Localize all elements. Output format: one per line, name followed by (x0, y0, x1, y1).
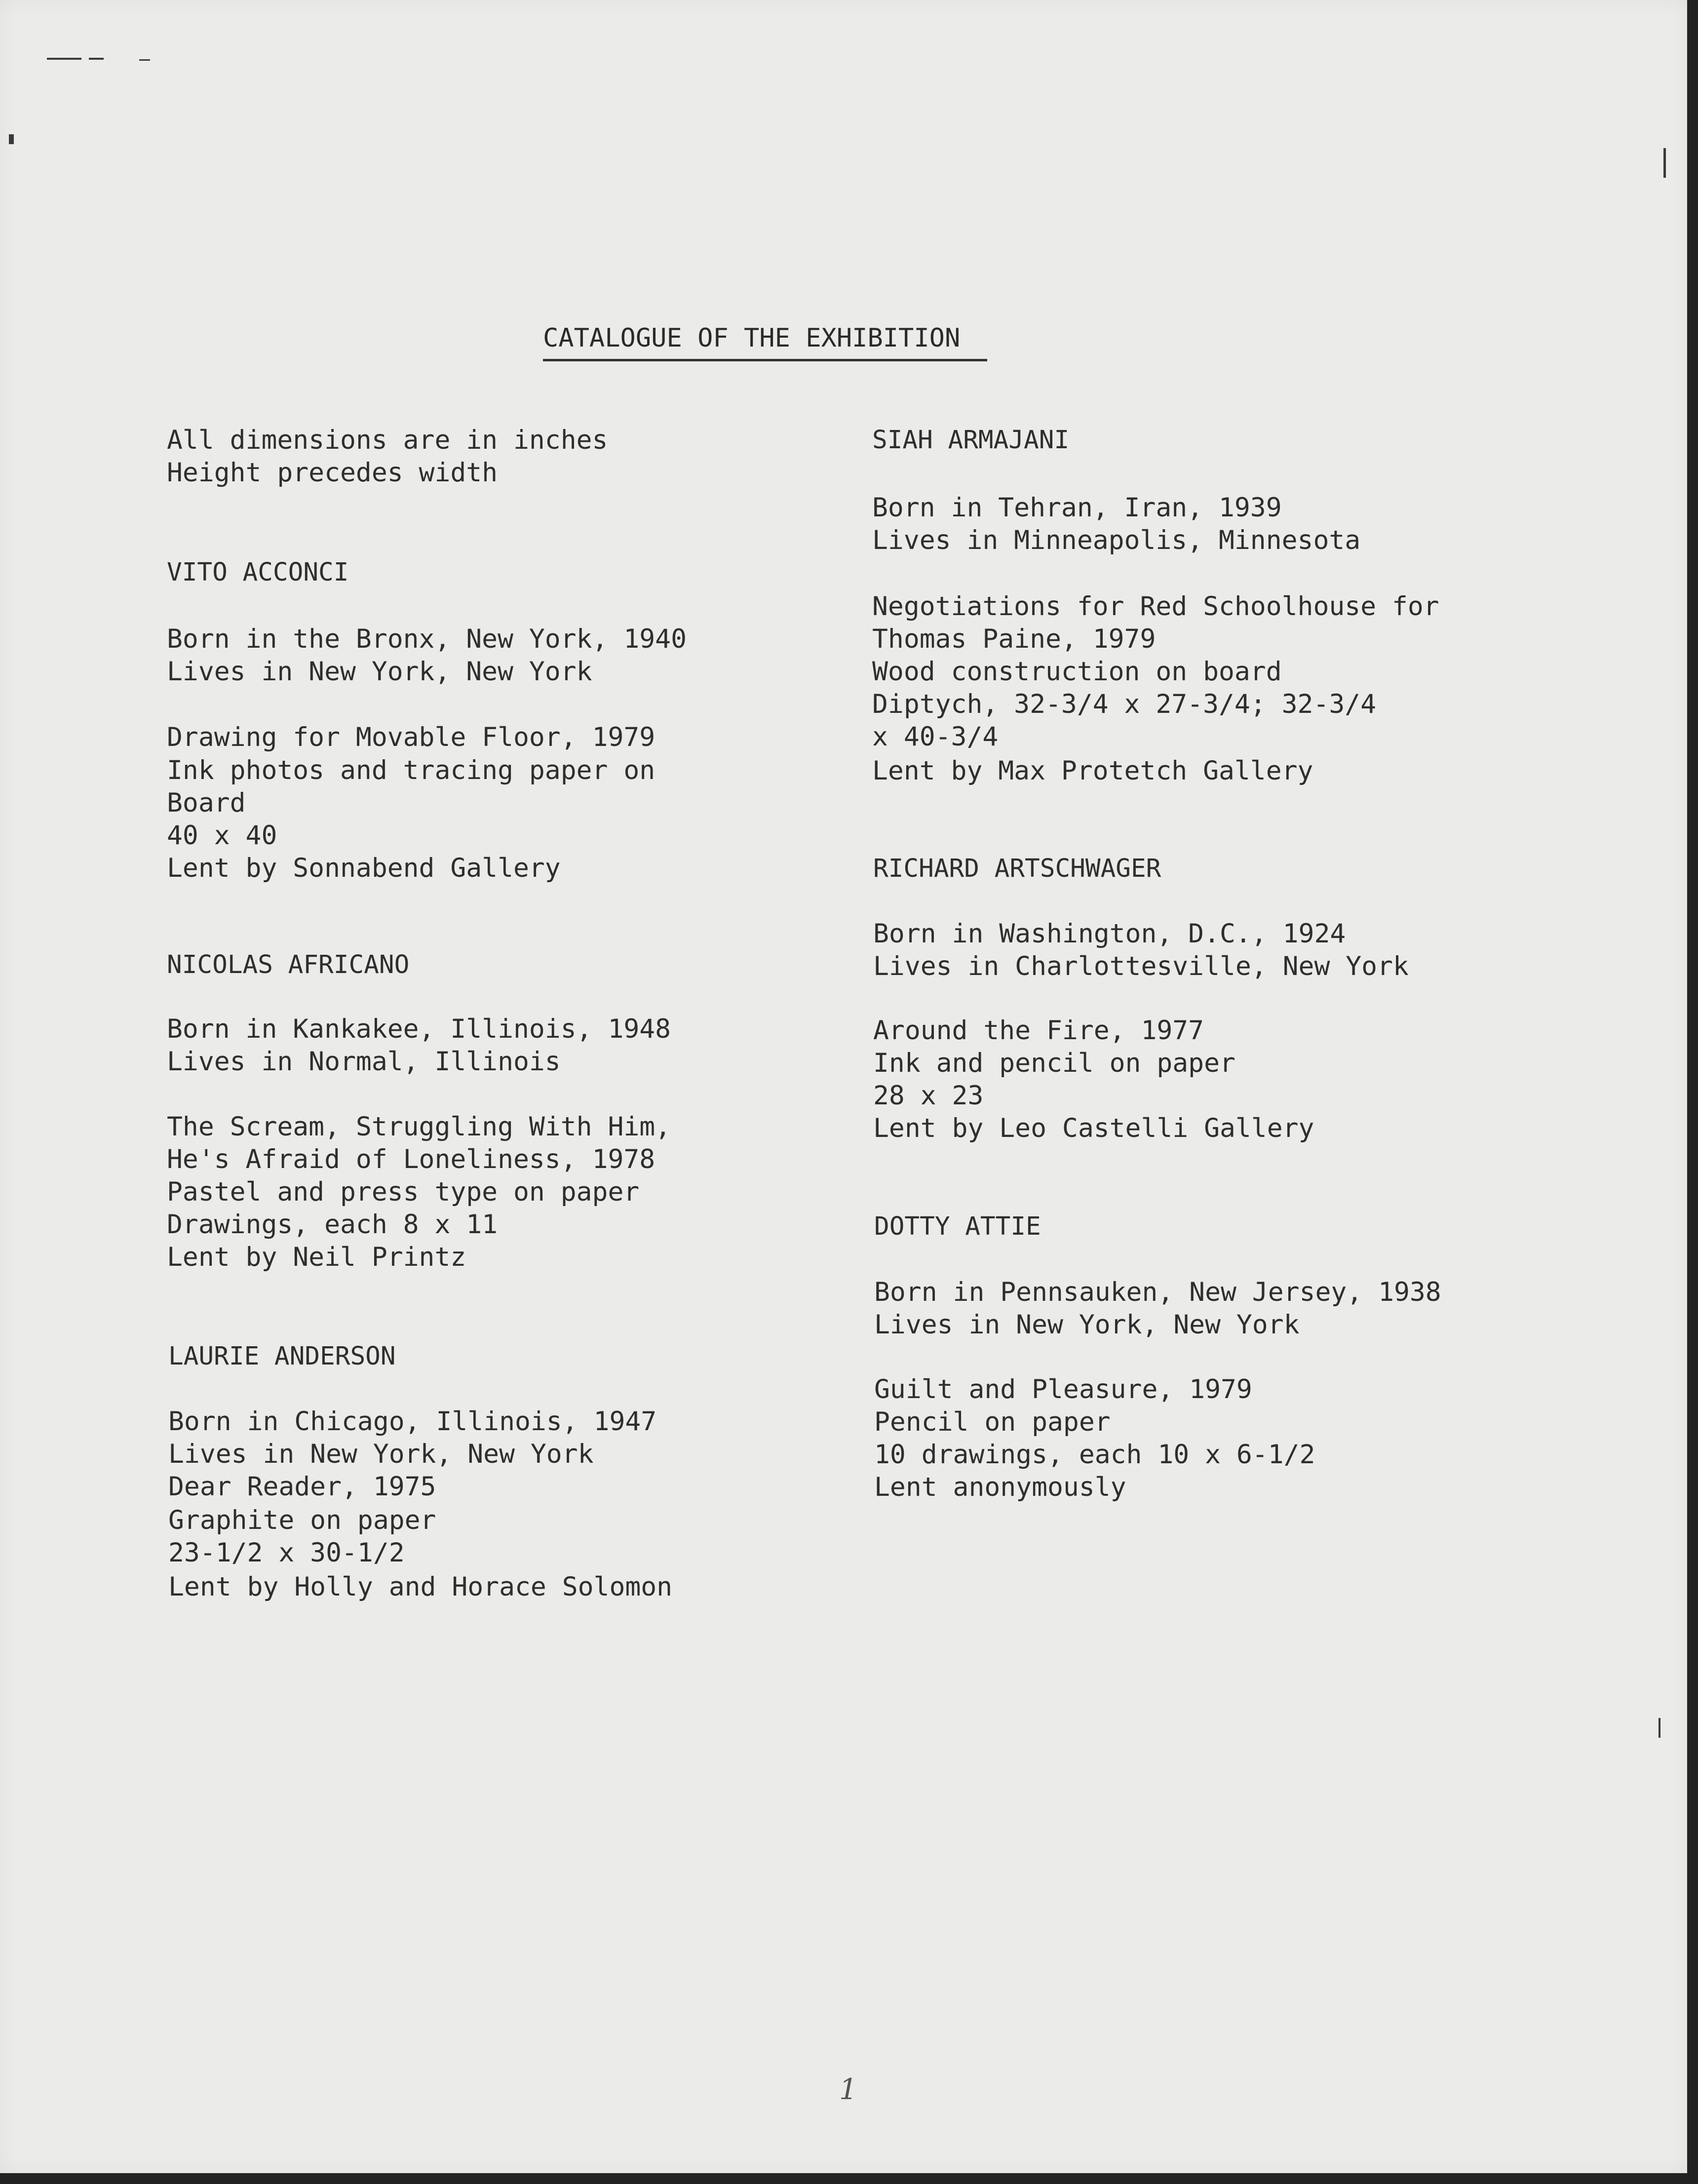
page-number: 1 (839, 2072, 857, 2106)
work-lender: Lent by Neil Printz (167, 1242, 466, 1272)
work-medium: Ink photos and tracing paper on (167, 755, 656, 785)
work-dimensions: x 40-3/4 (872, 722, 999, 752)
artist-name: DOTTY ATTIE (874, 1212, 1041, 1241)
work-title: Drawing for Movable Floor, 1979 (167, 722, 656, 752)
work-medium: Wood construction on board (872, 657, 1282, 687)
work-lender: Lent by Max Protetch Gallery (872, 756, 1313, 786)
work-dimensions: 23-1/2 x 30-1/2 (168, 1538, 405, 1568)
artist-lives: Lives in New York, New York (167, 657, 592, 687)
page-title: CATALOGUE OF THE EXHIBITION (543, 323, 961, 353)
artist-born: Born in Kankakee, Illinois, 1948 (167, 1014, 671, 1044)
scan-edge-right (1687, 0, 1698, 2184)
artist-born: Born in Chicago, Illinois, 1947 (168, 1406, 657, 1437)
title-underline (543, 359, 987, 361)
artist-name: NICOLAS AFRICANO (167, 950, 410, 979)
scan-mark (9, 134, 14, 144)
work-dimensions: 10 drawings, each 10 x 6-1/2 (874, 1440, 1315, 1470)
work-lender: Lent anonymously (874, 1472, 1126, 1502)
work-title: The Scream, Struggling With Him, (167, 1112, 671, 1142)
artist-born: Born in the Bronx, New York, 1940 (167, 624, 687, 654)
artist-name: VITO ACCONCI (167, 558, 349, 587)
work-medium: Graphite on paper (168, 1505, 436, 1535)
work-dimensions: 28 x 23 (873, 1081, 984, 1111)
work-lender: Lent by Holly and Horace Solomon (168, 1572, 673, 1602)
artist-name: LAURIE ANDERSON (168, 1342, 396, 1371)
artist-name: SIAH ARMAJANI (872, 426, 1070, 455)
artist-born: Born in Tehran, Iran, 1939 (872, 493, 1282, 523)
work-medium: Ink and pencil on paper (873, 1048, 1235, 1078)
work-title: Dear Reader, 1975 (168, 1472, 436, 1502)
intro-line: All dimensions are in inches (167, 425, 608, 455)
work-title: Around the Fire, 1977 (873, 1015, 1204, 1046)
intro-line: Height precedes width (167, 458, 498, 488)
work-medium: Pencil on paper (874, 1407, 1111, 1437)
scan-mark (139, 59, 150, 61)
work-medium: Pastel and press type on paper (167, 1177, 640, 1207)
artist-born: Born in Pennsauken, New Jersey, 1938 (874, 1277, 1441, 1307)
work-title: Negotiations for Red Schoolhouse for (872, 591, 1439, 622)
artist-lives: Lives in Minneapolis, Minnesota (872, 525, 1361, 555)
scan-mark (47, 58, 81, 60)
work-lender: Lent by Sonnabend Gallery (167, 853, 561, 883)
scan-edge-bottom (0, 2173, 1698, 2184)
work-dimensions: Diptych, 32-3/4 x 27-3/4; 32-3/4 (872, 689, 1377, 719)
work-dimensions: 40 x 40 (167, 820, 277, 851)
work-title: Thomas Paine, 1979 (872, 624, 1156, 654)
artist-lives: Lives in New York, New York (874, 1310, 1300, 1340)
work-medium: Board (167, 788, 246, 818)
scan-mark (1659, 1718, 1660, 1738)
artist-lives: Lives in Charlottesville, New York (873, 951, 1409, 981)
artist-name: RICHARD ARTSCHWAGER (873, 854, 1161, 883)
work-title: Guilt and Pleasure, 1979 (874, 1374, 1252, 1404)
artist-born: Born in Washington, D.C., 1924 (873, 919, 1346, 949)
work-title: He's Afraid of Loneliness, 1978 (167, 1144, 656, 1174)
artist-lives: Lives in New York, New York (168, 1439, 594, 1469)
scan-mark (1663, 148, 1666, 178)
work-dimensions: Drawings, each 8 x 11 (167, 1209, 498, 1240)
scan-mark (89, 58, 104, 60)
artist-lives: Lives in Normal, Illinois (167, 1047, 561, 1077)
work-lender: Lent by Leo Castelli Gallery (873, 1113, 1314, 1143)
